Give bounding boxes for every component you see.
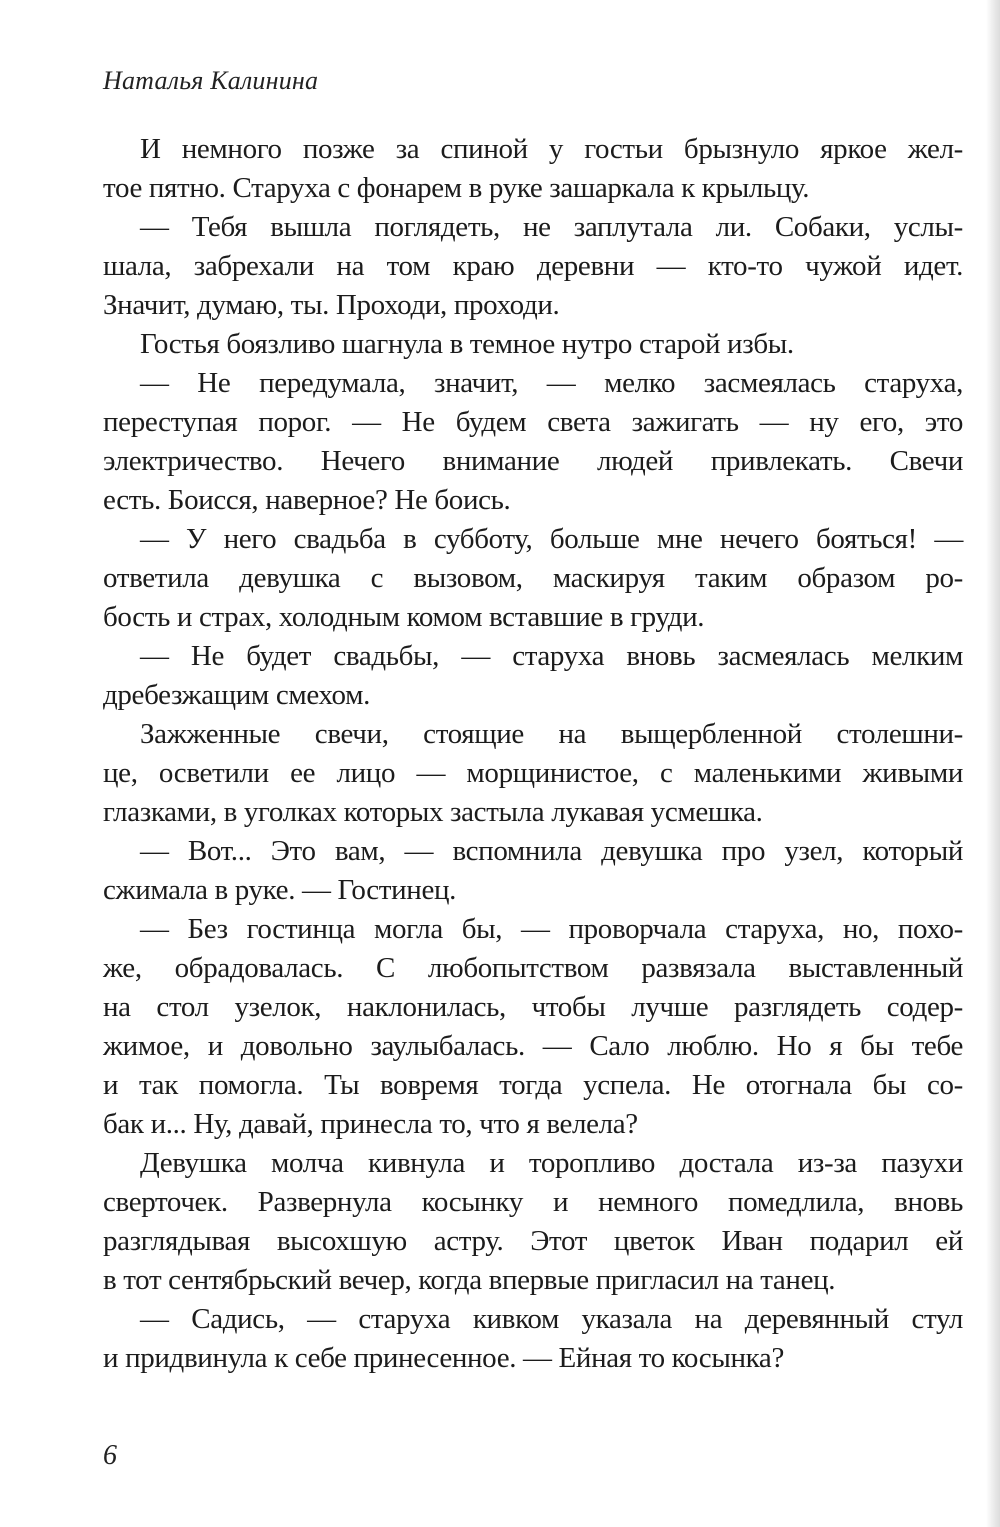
text-line: — Не будет свадьбы, — старуха вновь засмеялась мелким xyxy=(140,640,963,672)
text-line: электричество. Нечего внимание людей привлекать. Свечи xyxy=(103,445,963,477)
text-line: — Садись, — старуха кивком указала на деревянный стул xyxy=(140,1303,963,1335)
text-line: дребезжащим смехом. xyxy=(103,679,371,711)
text-line: — Без гостинца могла бы, — проворчала старуха, но, похо- xyxy=(140,913,963,945)
text-line: бак и... Ну, давай, принесла то, что я велела? xyxy=(103,1108,638,1140)
text-line: глазками, в уголках которых застыла лукавая усмешка. xyxy=(103,796,763,828)
text-line: И немного позже за спиной у гостьи брызнуло яркое жел- xyxy=(140,133,963,165)
text-line: сжимала в руке. — Гостинец. xyxy=(103,874,457,906)
text-line: на стол узелок, наклонилась, чтобы лучше разглядеть содер- xyxy=(103,991,963,1023)
text-line: тое пятно. Старуха с фонарем в руке зашаркала к крыльцу. xyxy=(103,172,810,204)
text-line: — У него свадьба в субботу, больше мне нечего бояться! — xyxy=(140,523,963,555)
text-line: шала, забрехали на том краю деревни — кто-то чужой идет. xyxy=(103,250,963,282)
text-line: бость и страх, холодным комом вставшие в груди. xyxy=(103,601,705,633)
body-text xyxy=(103,130,963,1378)
page-edge-shadow xyxy=(986,0,1000,1527)
text-line: це, осветили ее лицо — морщинистое, с маленькими живыми xyxy=(103,757,963,789)
text-line: — Тебя вышла поглядеть, не заплутала ли. Собаки, услы- xyxy=(140,211,963,243)
text-line: разглядывая высохшую астру. Этот цветок Иван подарил ей xyxy=(103,1225,963,1257)
text-line: и так помогла. Ты вовремя тогда успела. Не отогнала бы со- xyxy=(103,1069,963,1101)
page-number: 6 xyxy=(103,1440,117,1471)
text-line: есть. Боисся, наверное? Не боись. xyxy=(103,484,511,516)
text-line: сверточек. Развернула косынку и немного помедлила, вновь xyxy=(103,1186,963,1218)
text-line: переступая порог. — Не будем света зажигать — ну его, это xyxy=(103,406,963,438)
text-line: Гостья боязливо шагнула в темное нутро старой избы. xyxy=(140,328,794,360)
text-line: в тот сентябрьский вечер, когда впервые пригласил на танец. xyxy=(103,1264,836,1296)
running-head-author: Наталья Калинина xyxy=(103,66,319,95)
text-line: Значит, думаю, ты. Проходи, проходи. xyxy=(103,289,560,321)
text-line: — Вот... Это вам, — вспомнила девушка про узел, который xyxy=(140,835,963,867)
text-line: и придвинула к себе принесенное. — Ейная то косынка? xyxy=(103,1342,784,1374)
text-line: Зажженные свечи, стоящие на выщербленной столешни- xyxy=(140,718,963,750)
text-line: же, обрадовалась. С любопытством развязала выставленный xyxy=(103,952,963,984)
text-line: — Не передумала, значит, — мелко засмеялась старуха, xyxy=(140,367,963,399)
text-line: Девушка молча кивнула и торопливо достала из-за пазухи xyxy=(140,1147,963,1179)
text-line: ответила девушка с вызовом, маскируя таким образом ро- xyxy=(103,562,963,594)
text-line: жимое, и довольно заулыбалась. — Сало люблю. Но я бы тебе xyxy=(103,1030,963,1062)
